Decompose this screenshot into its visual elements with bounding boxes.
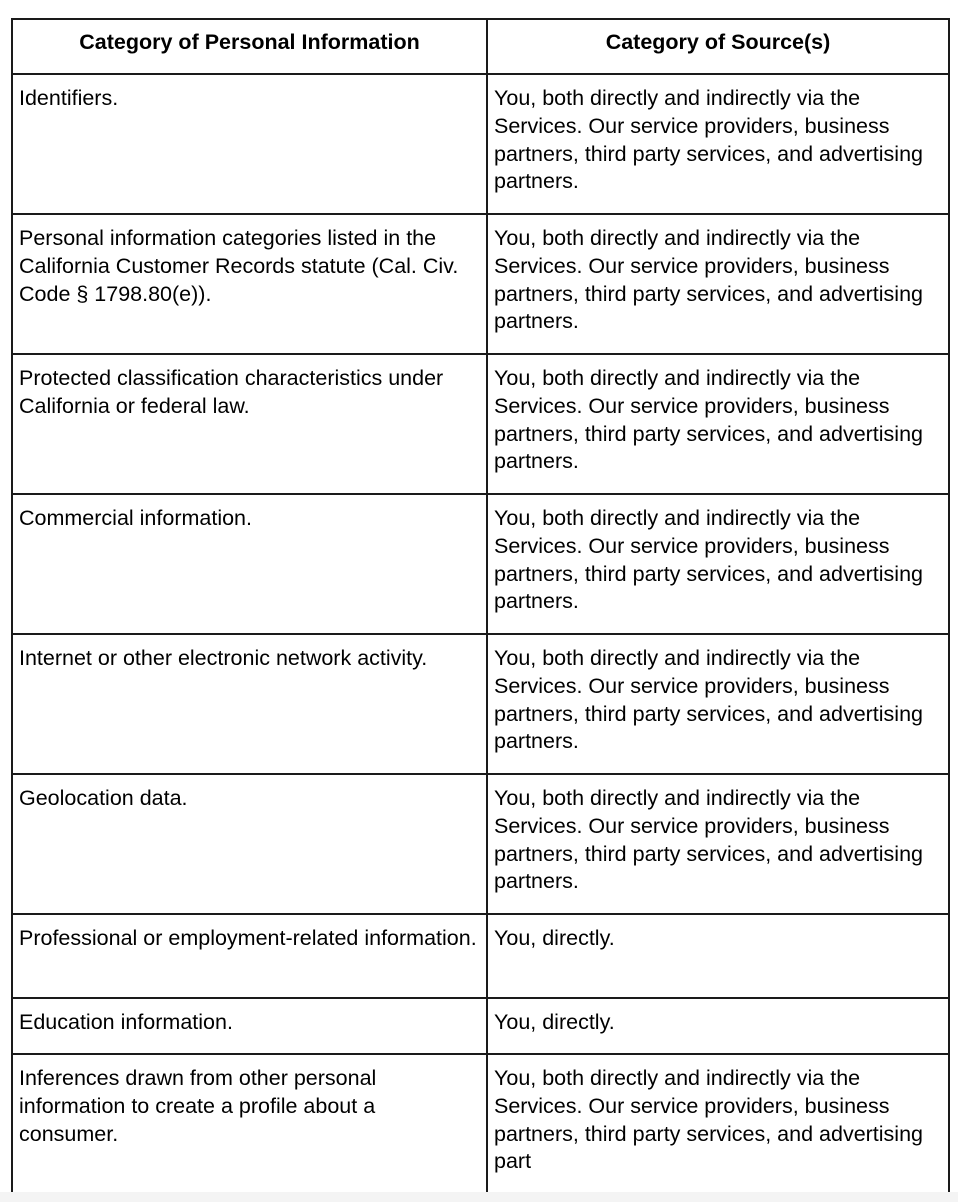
header-source: Category of Source(s) xyxy=(487,19,949,74)
cell-category: Professional or employment-related information. xyxy=(12,914,487,998)
cell-category: Inferences drawn from other personal information to create a profile about a consumer. xyxy=(12,1054,487,1194)
cell-source: You, both directly and indirectly via the Services. Our service providers, business partners, third party services, and advertising partners. xyxy=(487,494,949,634)
cell-source: You, directly. xyxy=(487,914,949,998)
cell-source: You, both directly and indirectly via the Services. Our service providers, business partners, third party services, and advertising partners. xyxy=(487,774,949,914)
cell-source: You, both directly and indirectly via the Services. Our service providers, business partners, third party services, and advertising partners. xyxy=(487,634,949,774)
cell-source: You, directly. xyxy=(487,998,949,1054)
table-container xyxy=(11,18,948,1195)
table-row xyxy=(12,74,949,214)
cell-category: Internet or other electronic network activity. xyxy=(12,634,487,774)
cell-category: Personal information categories listed in the California Customer Records statute (Cal. Civ. Code § 1798.80(e)). xyxy=(12,214,487,354)
table-header-row xyxy=(12,19,949,74)
table-row xyxy=(12,634,949,774)
cell-source: You, both directly and indirectly via the Services. Our service providers, business partners, third party services, and advertising partners. xyxy=(487,74,949,214)
cell-category: Commercial information. xyxy=(12,494,487,634)
cell-category: Geolocation data. xyxy=(12,774,487,914)
personal-information-sources-table xyxy=(11,18,950,1195)
cell-category: Protected classification characteristics under California or federal law. xyxy=(12,354,487,494)
cell-category: Identifiers. xyxy=(12,74,487,214)
table-row xyxy=(12,214,949,354)
page-bottom-edge xyxy=(0,1192,958,1202)
table-row xyxy=(12,914,949,998)
cell-source: You, both directly and indirectly via the Services. Our service providers, business partners, third party services, and advertising partners. xyxy=(487,354,949,494)
header-category: Category of Personal Information xyxy=(12,19,487,74)
table-row xyxy=(12,354,949,494)
table-row xyxy=(12,998,949,1054)
table-row xyxy=(12,774,949,914)
table-row xyxy=(12,494,949,634)
table-row xyxy=(12,1054,949,1194)
cell-source: You, both directly and indirectly via the Services. Our service providers, business partners, third party services, and advertising part xyxy=(487,1054,949,1194)
cell-category: Education information. xyxy=(12,998,487,1054)
cell-source: You, both directly and indirectly via the Services. Our service providers, business partners, third party services, and advertising partners. xyxy=(487,214,949,354)
